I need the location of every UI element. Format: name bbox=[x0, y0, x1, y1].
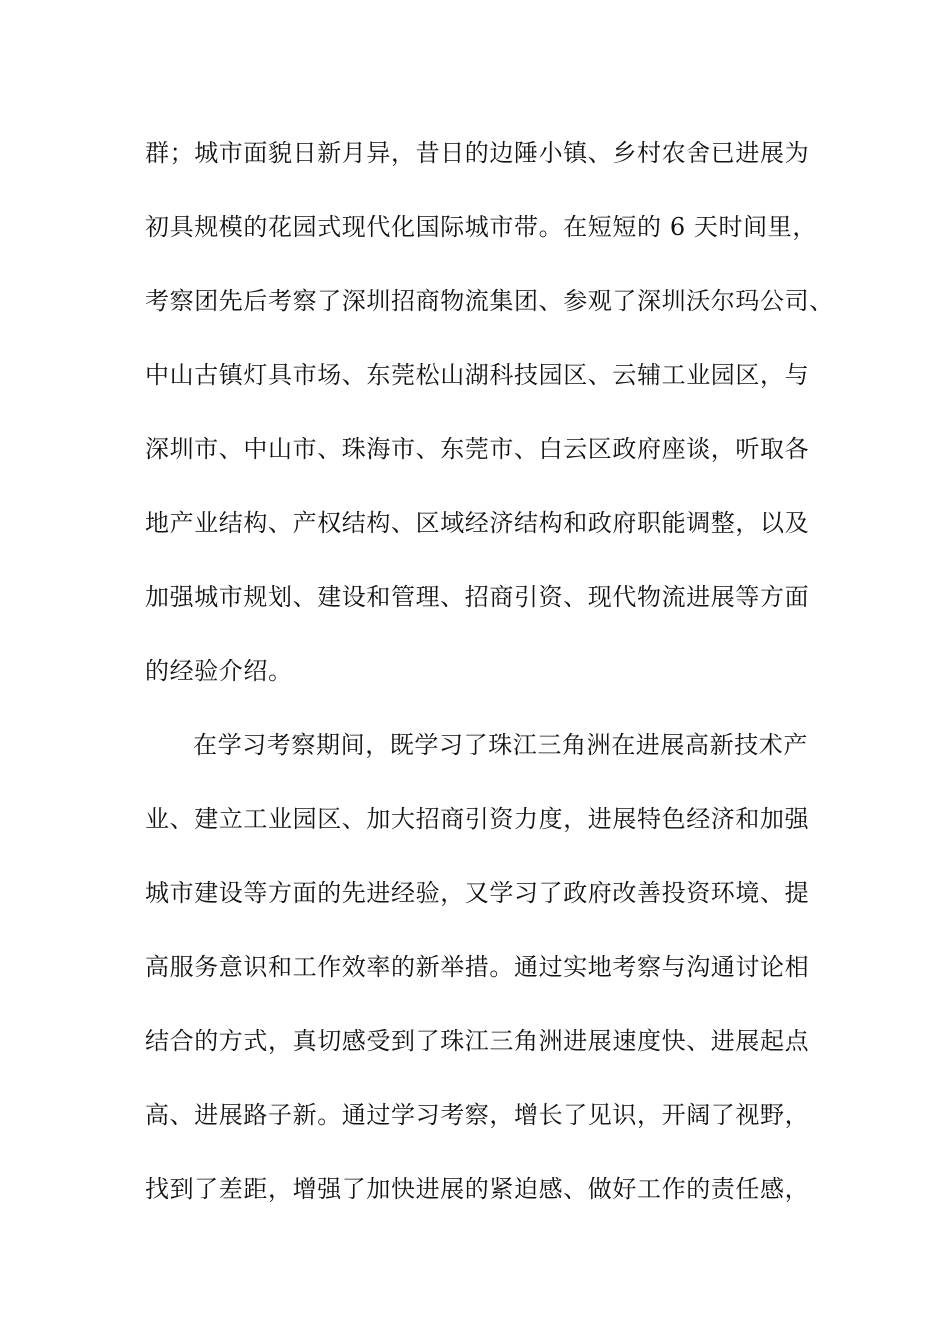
paragraph-2-line-3: 城市建设等方面的先进经验，又学习了政府改善投资环境、提 bbox=[145, 879, 810, 907]
paragraph-1-line-5: 深圳市、中山市、珠海市、东莞市、白云区政府座谈，听取各 bbox=[145, 435, 810, 463]
paragraph-2-line-1: 在学习考察期间，既学习了珠江三角洲在进展高新技术产 bbox=[193, 731, 808, 759]
paragraph-1-line-3: 考察团先后考察了深圳招商物流集团、参观了深圳沃尔玛公司、 bbox=[145, 287, 834, 315]
paragraph-2-line-5: 结合的方式，真切感受到了珠江三角洲进展速度快、进展起点 bbox=[145, 1027, 810, 1055]
paragraph-1-line-1: 群；城市面貌日新月异，昔日的边陲小镇、乡村农舍已进展为 bbox=[145, 139, 810, 167]
paragraph-2-line-7: 找到了差距，增强了加快进展的紧迫感、做好工作的责任感， bbox=[145, 1175, 810, 1203]
paragraph-1-line-7: 加强城市规划、建设和管理、招商引资、现代物流进展等方面 bbox=[145, 583, 810, 611]
paragraph-1-line-6: 地产业结构、产权结构、区域经济结构和政府职能调整，以及 bbox=[145, 509, 810, 537]
paragraph-1-line-4: 中山古镇灯具市场、东莞松山湖科技园区、云辅工业园区，与 bbox=[145, 361, 810, 389]
paragraph-1-line-8: 的经验介绍。 bbox=[145, 657, 293, 685]
paragraph-1-line-2: 初具规模的花园式现代化国际城市带。在短短的 6 天时间里， bbox=[145, 213, 817, 241]
paragraph-2-line-6: 高、进展路子新。通过学习考察，增长了见识，开阔了视野， bbox=[145, 1101, 810, 1129]
paragraph-2-line-4: 高服务意识和工作效率的新举措。通过实地考察与沟通讨论相 bbox=[145, 953, 810, 981]
paragraph-2-line-2: 业、建立工业园区、加大招商引资力度，进展特色经济和加强 bbox=[145, 805, 810, 833]
